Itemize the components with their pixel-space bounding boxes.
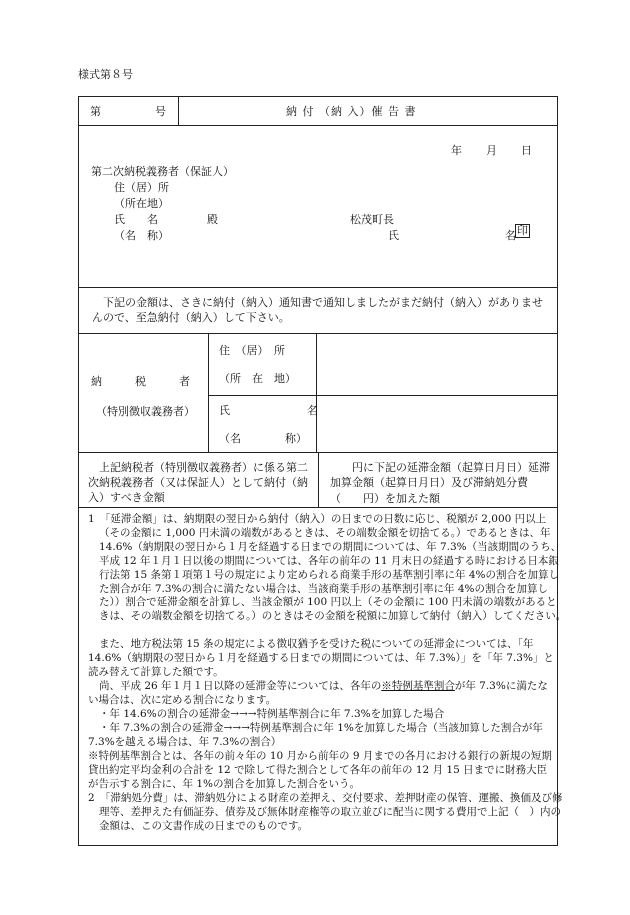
- number-label-prefix: 第: [90, 105, 101, 118]
- note-1-special-rate-tail: が年 7.3%に満たない場合は、次に定める割合になります。: [88, 680, 548, 706]
- addressee-role: 第二次納税義務者（保証人）: [91, 165, 234, 178]
- divider: [208, 333, 209, 452]
- note-special-rate-definition: ※特例基準割合とは、各年の前々年の 10 月から前年の 9 月までの各月における銀行の新規の短期貸出約定平均金利の合計を 12 で除して得た割合として各年の前年の 12 月 15 日までに財務大臣が告示する割合に、年 1%の割合を加算した割合をいう。: [88, 750, 552, 790]
- addressee-name-label-alt: （名 称）: [114, 229, 169, 242]
- document-title: 納 付 （納 入）催 告 書: [286, 105, 417, 118]
- addressee-address-label-alt: （所在地）: [114, 197, 169, 210]
- divider: [208, 395, 558, 396]
- issuer-name-label-1: 氏: [388, 229, 399, 242]
- divider: [78, 333, 558, 334]
- note-rate-rule-1: ・年 14.6%の割合の延滞金→→→特例基準割合に年 7.3%を加算した場合: [99, 708, 445, 720]
- issuer-name-label-2: 名: [505, 229, 516, 242]
- divider: [78, 507, 558, 508]
- divider: [316, 333, 317, 452]
- seal-mark: [515, 224, 530, 238]
- amount-description: 上記納税者（特別徴収義務者）に係る第二次納税義務者（又は保証人）として納付（納入）すべき金額: [88, 461, 308, 504]
- amount-additions: 円に下記の延滞金額（起算日月日）延滞加算金額（起算日月日）及び滞納処分費: [330, 461, 550, 489]
- date-year: 年: [451, 144, 462, 157]
- taxpayer-address-label-alt: （所 在 地）: [219, 372, 296, 385]
- taxpayer-address-label: 住 （居） 所: [219, 344, 285, 357]
- taxpayer-label: 納 税 者: [91, 375, 190, 388]
- divider: [78, 287, 558, 288]
- amount-processing-fee: （ 円）を加えた額: [330, 492, 440, 505]
- taxpayer-name-label: 氏 名: [219, 404, 318, 417]
- note-1-deferral: また、地方税法第 15 条の規定による徴収猶予を受けた税についての延滞金については、「年 14.6%（納期限の翌日から１月を経過する日までの期間については、年 7.3%）」を「年 7.3%」と読み替えて計算した額です。: [88, 638, 554, 678]
- number-label-suffix: 号: [155, 105, 166, 118]
- divider: [178, 96, 179, 125]
- note-1-special-rate: [88, 680, 556, 708]
- note-1: 1 「延滞金額」は、納期限の翌日から納付（納入）の日までの日数に応じ、税額が 2,000 円以上（その金額に 1,000 円未満の端数があるときは、その端数金額を切捨てる。）であるときは、年 14.6%（納期限の翌日から１月を経過する日までの期間については、年 7.3%（当該期間のうち、平成 12 年１月１日以後の期間については、各年の前年の 11 月末日の経過する時における日本銀行法第 15 条第１項第１号の規定により定められる商業手形の基準割引率に年 4%の割合を加算した割合が年 7.3%の割合に満たない場合は、当該商業手形の基準割引率に年 4%の割合を加算した））割合で延滞金額を計算し、当該金額が 100 円以上（その金額に 100 円未満の端数があるときは、その端数金額を切捨てる。）のときはその金額を税額に加算して納付（納入）してください。: [88, 513, 567, 623]
- issuer-title: 松茂町長: [350, 213, 394, 226]
- divider: [318, 452, 319, 507]
- addressee-address-label: 住（居）所: [114, 181, 169, 194]
- note-1-special-rate-text: 尚、平成 26 年１月１日以降の延滞金等については、各年の: [99, 680, 382, 692]
- addressee-name-label: 氏 名: [114, 213, 158, 226]
- date-day: 日: [521, 144, 532, 157]
- taxpayer-name-label-alt: （名 称）: [219, 432, 307, 445]
- date-month: 月: [486, 144, 497, 157]
- special-rate-term: ※特例基準割合: [381, 680, 455, 692]
- seal-icon: 印: [517, 224, 528, 237]
- divider: [78, 125, 558, 126]
- addressee-honorific: 殿: [207, 213, 218, 226]
- note-rate-rule-2: ・年 7.3%の割合の延滞金→→→特例基準割合に年 1%を加算した場合（当該加算した割合が年 7.3%を越える場合は、年 7.3%の割合）: [88, 722, 543, 748]
- note-2: 2 「滞納処分費」は、滞納処分による財産の差押え、交付要求、差押財産の保管、運搬、換価及び修理等、差押えた有価証券、債券及び無体財産権等の取立並びに配当に関する費用で上記（ ）内の金額は、この文書作成の日までのものです。: [88, 792, 563, 832]
- taxpayer-sublabel: （特別徴収義務者）: [96, 405, 195, 418]
- notice-text: 下記の金額は、さきに納付（納入）通知書で通知しましたがまだ納付（納入）がありませんので、至急納付（納入）して下さい。: [92, 296, 543, 324]
- form-label: 様式第８号: [78, 68, 133, 81]
